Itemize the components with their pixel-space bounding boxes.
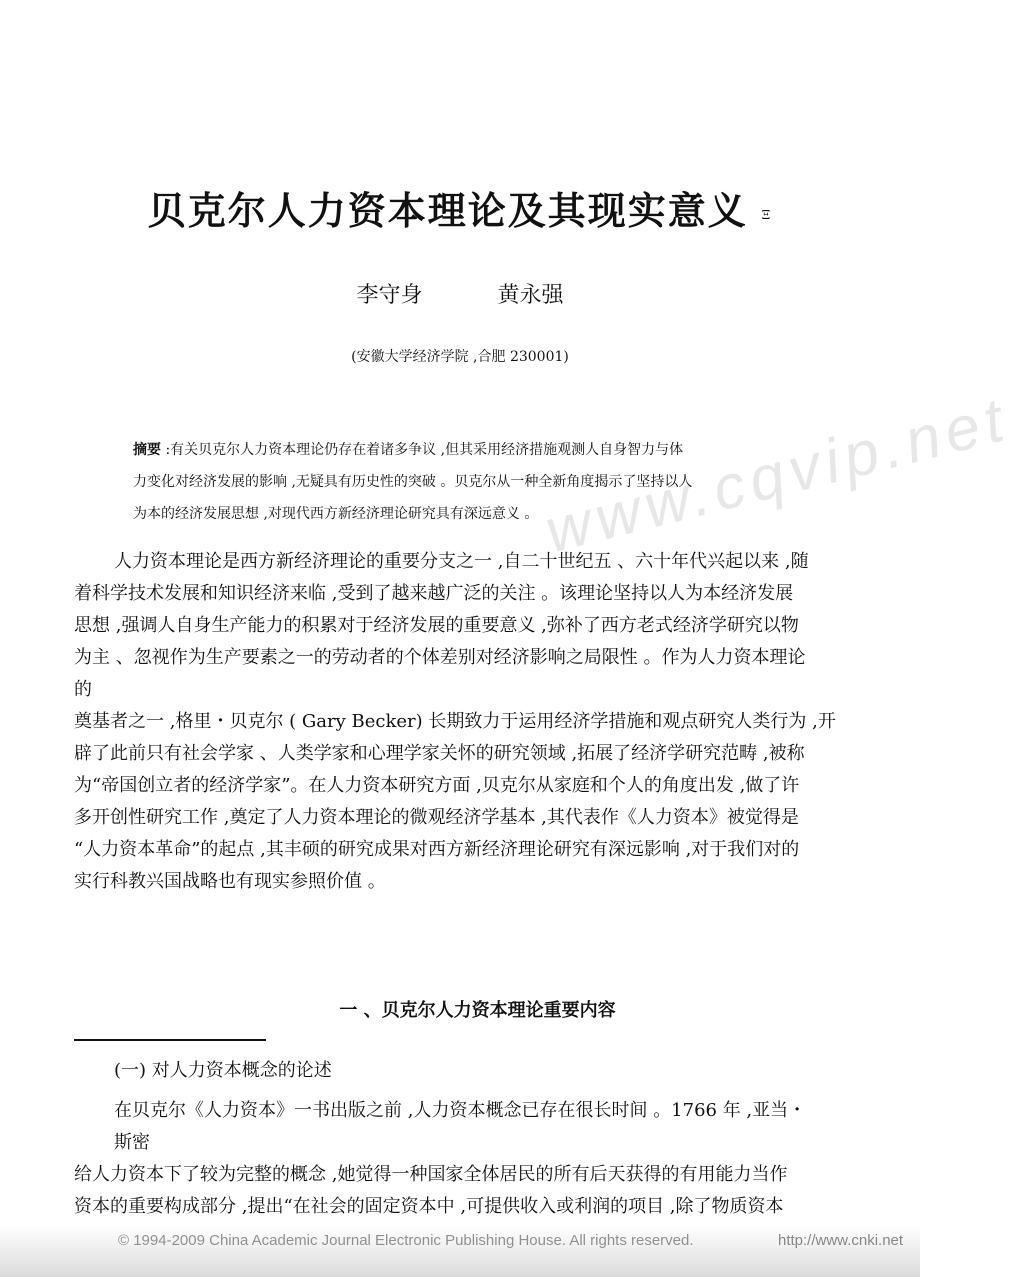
paragraph-line: 着科学技术发展和知识经济来临 ,受到了越来越广泛的关注 。该理论坚持以人为本经济发展 — [74, 583, 794, 604]
subsection-heading: (一) 对人力资本概念的论述 — [114, 1060, 332, 1081]
paragraph-line: 人力资本理论是西方新经济理论的重要分支之一 ,自二十世纪五 、六十年代兴起以来 ,随 — [114, 551, 809, 572]
abstract-line: 力变化对经济发展的影响 ,无疑具有历史性的突破 。贝克尔从一种全新角度揭示了坚持以人 — [133, 474, 693, 490]
footer-url[interactable]: http://www.cnki.net — [778, 1232, 904, 1249]
publisher-footer — [0, 1226, 920, 1277]
paragraph-line: 在贝克尔《人力资本》一书出版之前 ,人力资本概念已存在很长时间 。1766 年 ,亚当・ — [114, 1100, 807, 1121]
abstract-text: :有关贝克尔人力资本理论仍存在着诸多争议 ,但其采用经济措施观测人自身智力与体 — [165, 442, 684, 458]
paragraph-line: 的 — [74, 679, 92, 700]
article-title — [0, 180, 920, 235]
abstract-line — [133, 434, 813, 466]
author-name: 李守身 — [356, 283, 423, 308]
paragraph-line: 为主 、忽视作为生产要素之一的劳动者的个体差别对经济影响之局限性 。作为人力资本理论 — [74, 647, 806, 668]
author-list — [0, 278, 920, 309]
paragraph-line: 给人力资本下了较为完整的概念 ,她觉得一种国家全体居民的所有后天获得的有用能力当作 — [74, 1164, 788, 1185]
abstract — [133, 434, 813, 530]
paragraph-line: 资本的重要构成部分 ,提出“在社会的固定资本中 ,可提供收入或利润的项目 ,除了物质资本 — [74, 1196, 784, 1217]
divider — [74, 1039, 266, 1041]
paragraph-line: 实行科教兴国战略也有现实参照价值 。 — [74, 871, 386, 892]
concept-paragraph — [74, 1095, 910, 1223]
abstract-line: 为本的经济发展思想 ,对现代西方新经济理论研究具有深远意义 。 — [133, 506, 539, 522]
abstract-label: 摘要 — [133, 442, 161, 458]
paragraph-line: 思想 ,强调人自身生产能力的积累对于经济发展的重要意义 ,弥补了西方老式经济学研究以物 — [74, 615, 799, 636]
paragraph-line: “人力资本革命”的起点 ,其丰硕的研究成果对西方新经济理论研究有深远影响 ,对于我们对的 — [74, 839, 800, 860]
watermark: www.cqvip.net — [538, 384, 1016, 567]
section-heading: 一 、贝克尔人力资本理论重要内容 — [339, 1000, 616, 1021]
paragraph-line: 多开创性研究工作 ,奠定了人力资本理论的微观经济学基本 ,其代表作《人力资本》被觉得是 — [74, 807, 799, 828]
intro-paragraph — [74, 546, 910, 898]
paragraph-line: 奠基者之一 ,格里・贝克尔 ( Gary Becker) 长期致力于运用经济学措施和观点研究人类行为 ,开 — [74, 711, 836, 732]
title-footnote-mark: Ξ — [761, 207, 773, 222]
paragraph-line: 为“帝国创立者的经济学家”。在人力资本研究方面 ,贝克尔从家庭和个人的角度出发 ,做了许 — [74, 775, 800, 796]
title-text: 贝克尔人力资本理论及其现实意义 — [147, 188, 748, 233]
author-name: 黄永强 — [497, 283, 564, 308]
paragraph-line: 斯密 — [114, 1132, 150, 1153]
affiliation: (安徽大学经济学院 ,合肥 230001) — [351, 349, 569, 365]
paragraph-line: 辟了此前只有社会学家 、人类学家和心理学家关怀的研究领域 ,拓展了经济学研究范畴 ,被称 — [74, 743, 805, 764]
copyright-notice: © 1994-2009 China Academic Journal Electronic Publishing House. All rights reserved. — [118, 1232, 694, 1249]
